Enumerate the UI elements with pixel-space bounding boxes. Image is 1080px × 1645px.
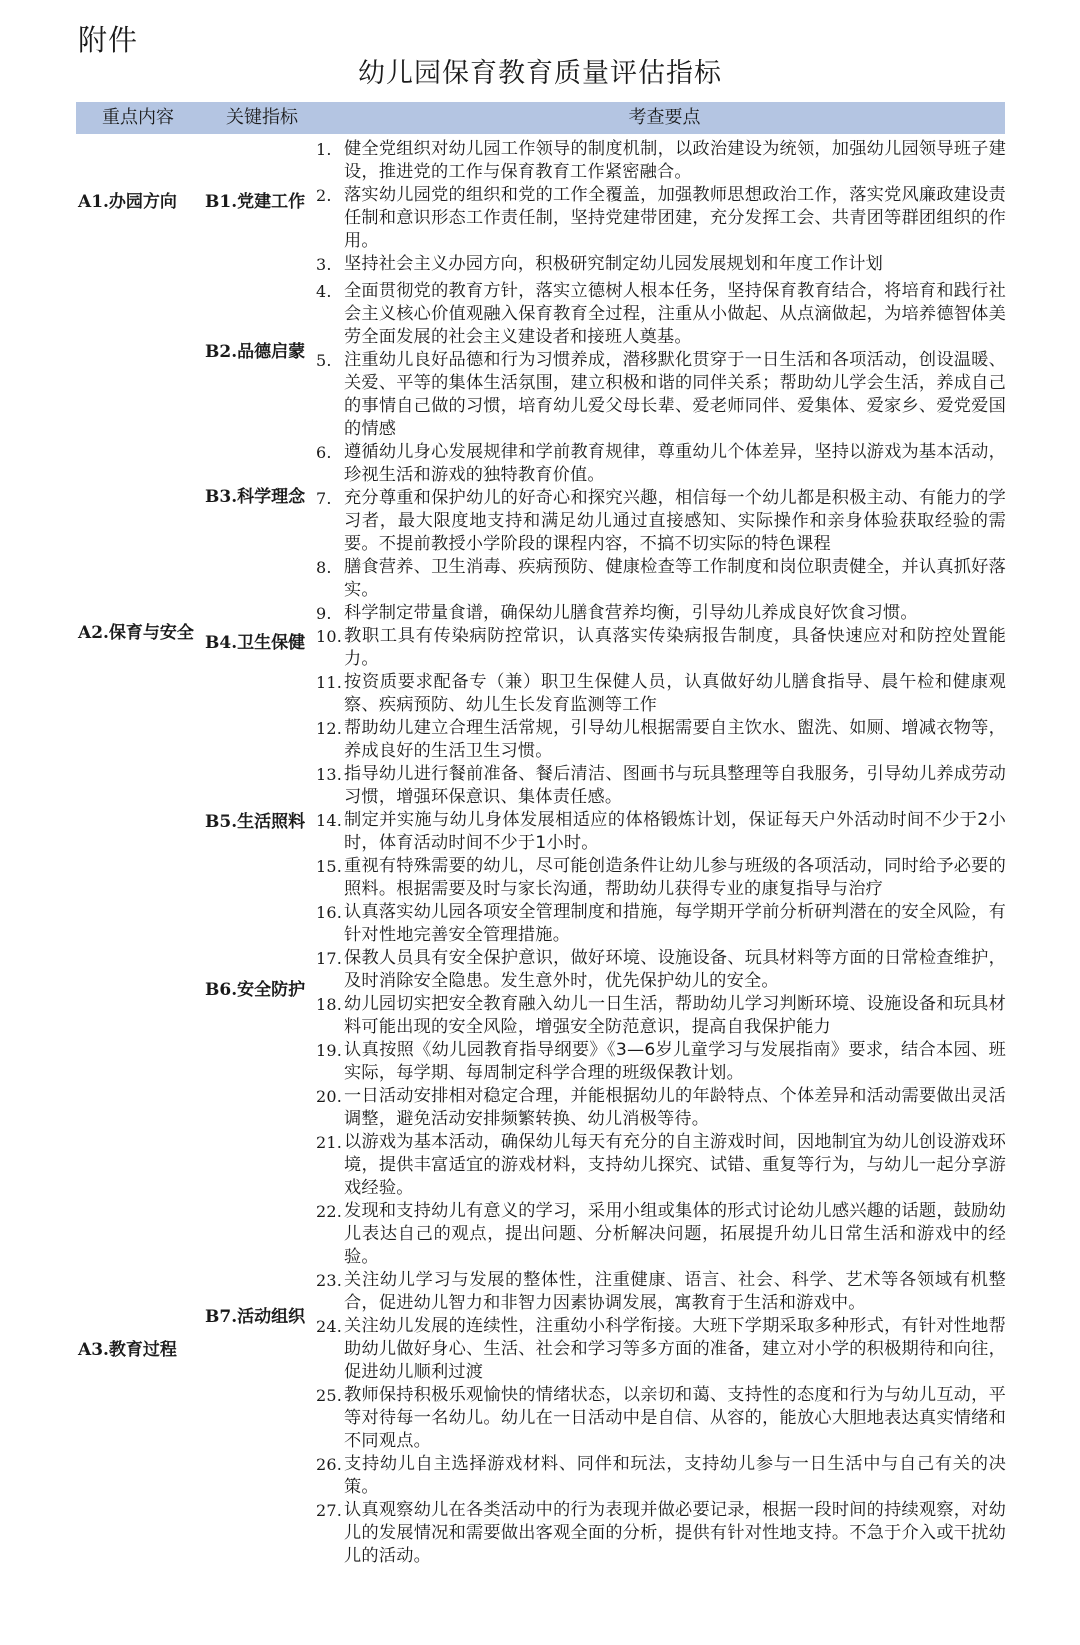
item-number: 24. (316, 1317, 343, 1336)
item-text: 教师保持积极乐观愉快的情绪状态，以亲切和蔼、支持性的态度和行为与幼儿互动，平等对待每一名幼儿。幼儿在一日活动中是自信、从容的，能放心大胆地表达真实情绪和不同观点。 (344, 1385, 1006, 1451)
section-a3: A3.教育过程 (78, 1340, 177, 1360)
list-item (316, 993, 1006, 1039)
item-text: 幼儿园切实把安全教育融入幼儿一日生活，帮助幼儿学习判断环境、设施设备和玩具材料可能出现的安全风险，增强安全防范意识，提高自我保护能力 (344, 994, 1006, 1037)
indicator-b3: B3.科学理念 (205, 487, 306, 507)
list-item (316, 1131, 1006, 1200)
item-number: 6. (316, 443, 332, 462)
list-item (316, 184, 1006, 253)
list-item (316, 602, 1006, 625)
list-item (316, 1315, 1006, 1384)
item-number: 27. (316, 1501, 343, 1520)
item-number: 9. (316, 604, 332, 623)
list-item (316, 625, 1006, 671)
document-title: 幼儿园保育教育质量评估指标 (358, 58, 722, 89)
header-key-content: 重点内容 (102, 107, 174, 128)
item-text: 教职工具有传染病防控常识，认真落实传染病报告制度，具备快速应对和防控处置能力。 (344, 626, 1006, 669)
item-number: 2. (316, 186, 332, 205)
item-number: 13. (316, 765, 343, 784)
item-text: 帮助幼儿建立合理生活常规，引导幼儿根据需要自主饮水、盥洗、如厕、增减衣物等，养成良好的生活卫生习惯。 (344, 718, 1006, 761)
item-text: 健全党组织对幼儿园工作领导的制度机制，以政治建设为统领，加强幼儿园领导班子建设，推进党的工作与保育教育工作紧密融合。 (344, 139, 1006, 182)
list-item (316, 947, 1006, 993)
item-number: 19. (316, 1041, 343, 1060)
item-number: 8. (316, 558, 332, 577)
indicator-b7: B7.活动组织 (205, 1307, 306, 1327)
item-text: 充分尊重和保护幼儿的好奇心和探究兴趣，相信每一个幼儿都是积极主动、有能力的学习者，最大限度地支持和满足幼儿通过直接感知、实际操作和亲身体验获取经验的需要。不提前教授小学阶段的课程内容，不搞不切实际的特色课程 (344, 488, 1006, 554)
item-text: 遵循幼儿身心发展规律和学前教育规律，尊重幼儿个体差异，坚持以游戏为基本活动，珍视生活和游戏的独特教育价值。 (344, 442, 1006, 485)
list-item (316, 280, 1006, 349)
list-item (316, 1200, 1006, 1269)
item-text: 按资质要求配备专（兼）职卫生保健人员，认真做好幼儿膳食指导、晨午检和健康观察、疾病预防、幼儿生长发育监测等工作 (344, 672, 1006, 715)
list-item (316, 253, 1006, 276)
item-number: 26. (316, 1455, 343, 1474)
attachment-label: 附件 (78, 23, 139, 57)
item-number: 25. (316, 1386, 343, 1405)
list-item (316, 441, 1006, 487)
item-number: 16. (316, 903, 343, 922)
item-text: 认真按照《幼儿园教育指导纲要》《3—6岁儿童学习与发展指南》要求，结合本园、班实际，每学期、每周制定科学合理的班级保教计划。 (344, 1040, 1006, 1083)
item-number: 18. (316, 995, 343, 1014)
item-number: 10. (316, 627, 343, 646)
list-item (316, 1384, 1006, 1453)
item-number: 3. (316, 255, 332, 274)
indicator-b2: B2.品德启蒙 (205, 342, 306, 362)
item-text: 制定并实施与幼儿身体发展相适应的体格锻炼计划，保证每天户外活动时间不少于2小时，体育活动时间不少于1小时。 (344, 810, 1006, 853)
item-text: 保教人员具有安全保护意识，做好环境、设施设备、玩具材料等方面的日常检查维护，及时消除安全隐患。发生意外时，优先保护幼儿的安全。 (344, 948, 1006, 991)
list-item (316, 138, 1006, 184)
item-text: 重视有特殊需要的幼儿，尽可能创造条件让幼儿参与班级的各项活动，同时给予必要的照料。根据需要及时与家长沟通，帮助幼儿获得专业的康复指导与治疗 (344, 856, 1006, 899)
list-item (316, 901, 1006, 947)
indicator-b4: B4.卫生保健 (205, 633, 306, 653)
list-item (316, 855, 1006, 901)
item-text: 指导幼儿进行餐前准备、餐后清洁、图画书与玩具整理等自我服务，引导幼儿养成劳动习惯，增强环保意识、集体责任感。 (344, 764, 1006, 807)
list-item (316, 809, 1006, 855)
list-item (316, 1269, 1006, 1315)
list-item (316, 349, 1006, 441)
section-a1: A1.办园方向 (78, 192, 177, 212)
list-item (316, 1039, 1006, 1085)
item-number: 5. (316, 351, 332, 370)
item-number: 23. (316, 1271, 343, 1290)
item-number: 17. (316, 949, 343, 968)
item-number: 21. (316, 1133, 343, 1152)
indicator-b6: B6.安全防护 (205, 980, 306, 1000)
list-item (316, 763, 1006, 809)
header-key-indicator: 关键指标 (226, 107, 298, 128)
item-text: 关注幼儿学习与发展的整体性，注重健康、语言、社会、科学、艺术等各领域有机整合，促进幼儿智力和非智力因素协调发展，寓教育于生活和游戏中。 (344, 1270, 1006, 1313)
item-number: 11. (316, 673, 343, 692)
item-number: 22. (316, 1202, 343, 1221)
item-number: 12. (316, 719, 343, 738)
item-text: 坚持社会主义办园方向，积极研究制定幼儿园发展规划和年度工作计划 (344, 254, 884, 274)
item-text: 关注幼儿发展的连续性，注重幼小科学衔接。大班下学期采取多种形式，有针对性地帮助幼儿做好身心、生活、社会和学习等多方面的准备，建立对小学的积极期待和向往，促进幼儿顺利过渡 (344, 1316, 1006, 1382)
indicator-b5: B5.生活照料 (205, 812, 306, 832)
item-text: 以游戏为基本活动，确保幼儿每天有充分的自主游戏时间，因地制宜为幼儿创设游戏环境，提供丰富适宜的游戏材料，支持幼儿探究、试错、重复等行为，与幼儿一起分享游戏经验。 (344, 1132, 1006, 1198)
list-item (316, 717, 1006, 763)
item-text: 膳食营养、卫生消毒、疾病预防、健康检查等工作制度和岗位职责健全，并认真抓好落实。 (344, 557, 1006, 600)
section-a2: A2.保育与安全 (78, 623, 194, 643)
list-item (316, 1085, 1006, 1131)
list-item (316, 671, 1006, 717)
item-text: 落实幼儿园党的组织和党的工作全覆盖，加强教师思想政治工作，落实党风廉政建设责任制和意识形态工作责任制，坚持党建带团建，充分发挥工会、共青团等群团组织的作用。 (344, 185, 1006, 251)
item-text: 一日活动安排相对稳定合理，并能根据幼儿的年龄特点、个体差异和活动需要做出灵活调整，避免活动安排频繁转换、幼儿消极等待。 (344, 1086, 1006, 1129)
item-text: 注重幼儿良好品德和行为习惯养成，潜移默化贯穿于一日生活和各项活动，创设温暖、关爱、平等的集体生活氛围，建立积极和谐的同伴关系；帮助幼儿学会生活，养成自己的事情自己做的习惯，培育幼儿爱父母长辈、爱老师同伴、爱集体、爱家乡、爱党爱国的情感 (344, 350, 1006, 439)
list-item (316, 1499, 1006, 1568)
header-check-points: 考查要点 (628, 107, 701, 128)
item-number: 1. (316, 140, 332, 159)
item-text: 支持幼儿自主选择游戏材料、同伴和玩法，支持幼儿参与一日生活中与自己有关的决策。 (344, 1454, 1006, 1497)
item-number: 7. (316, 489, 332, 508)
indicator-b1: B1.党建工作 (205, 192, 306, 212)
item-number: 15. (316, 857, 343, 876)
item-text: 全面贯彻党的教育方针，落实立德树人根本任务，坚持保育教育结合，将培育和践行社会主义核心价值观融入保育教育全过程，注重从小做起、从点滴做起，为培养德智体美劳全面发展的社会主义建设者和接班人奠基。 (344, 281, 1006, 347)
list-item (316, 1453, 1006, 1499)
item-text: 科学制定带量食谱，确保幼儿膳食营养均衡，引导幼儿养成良好饮食习惯。 (344, 603, 918, 623)
item-number: 4. (316, 282, 332, 301)
item-text: 发现和支持幼儿有意义的学习，采用小组或集体的形式讨论幼儿感兴趣的话题，鼓励幼儿表达自己的观点，提出问题、分析解决问题，拓展提升幼儿日常生活和游戏中的经验。 (344, 1201, 1006, 1267)
item-text: 认真观察幼儿在各类活动中的行为表现并做必要记录，根据一段时间的持续观察，对幼儿的发展情况和需要做出客观全面的分析，提供有针对性地支持。不急于介入或干扰幼儿的活动。 (344, 1500, 1006, 1566)
table-header (76, 102, 1005, 134)
item-number: 14. (316, 811, 343, 830)
item-number: 20. (316, 1087, 343, 1106)
item-text: 认真落实幼儿园各项安全管理制度和措施，每学期开学前分析研判潜在的安全风险，有针对性地完善安全管理措施。 (344, 902, 1006, 945)
list-item (316, 556, 1006, 602)
list-item (316, 487, 1006, 556)
check-points-list (316, 138, 1006, 1568)
